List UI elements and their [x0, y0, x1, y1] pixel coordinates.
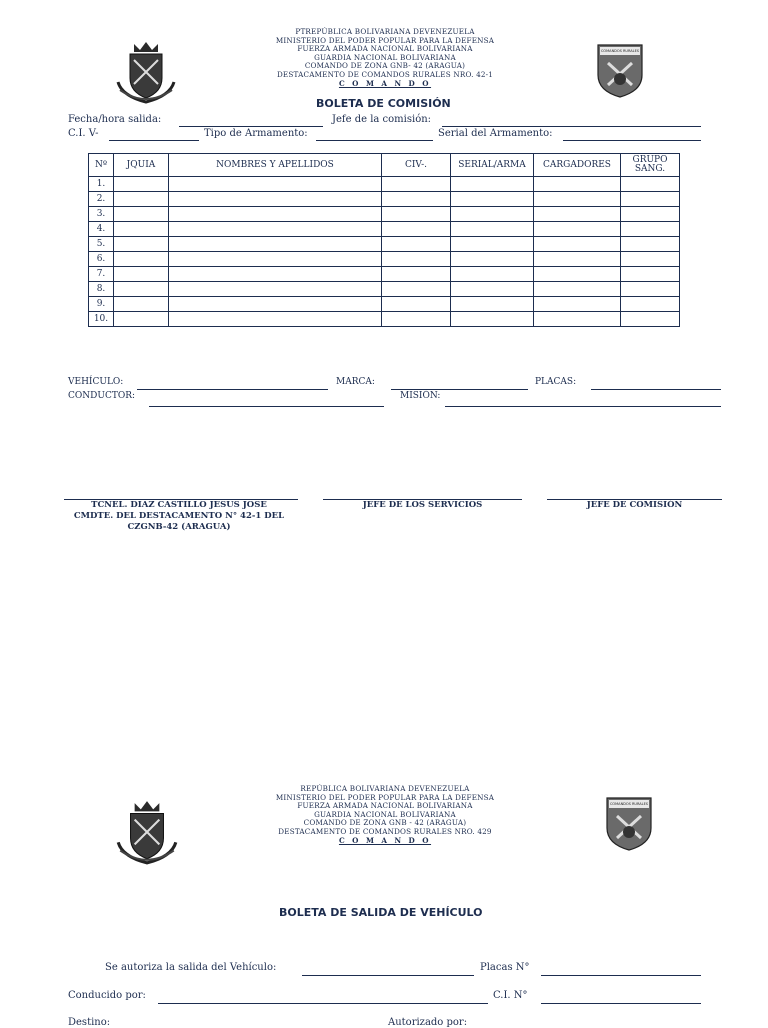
col-header: SERIAL/ARMA [451, 154, 534, 177]
row-number: 10. [89, 312, 114, 327]
national-seal-icon [112, 38, 180, 106]
col-header: Nº [89, 154, 114, 177]
serial-armamento-input-line[interactable] [563, 140, 701, 141]
table-cell[interactable] [169, 207, 382, 222]
table-cell[interactable] [169, 252, 382, 267]
table-cell[interactable] [114, 177, 169, 192]
header-line: DESTACAMENTO DE COMANDOS RURALES NRO. 429 [278, 826, 492, 836]
table-cell[interactable] [534, 297, 621, 312]
table-cell[interactable] [621, 207, 680, 222]
row-number: 4. [89, 222, 114, 237]
signature-commander: TCNEL. DIAZ CASTILLO JESUS JOSE CMDTE. DEL DESTACAMENTO N° 42-1 DEL CZGNB-42 (ARAGUA) [73, 500, 285, 532]
table-cell[interactable] [621, 177, 680, 192]
table-row [89, 252, 680, 267]
row-number: 1. [89, 177, 114, 192]
table-cell[interactable] [382, 312, 451, 327]
table-cell[interactable] [621, 192, 680, 207]
header-line: PTREPÚBLICA BOLIVARIANA DEVENEZUELA [295, 27, 475, 36]
signature-jefe-comision: JEFE DE COMISIÓN [586, 500, 683, 510]
header-line: DESTACAMENTO DE COMANDOS RURALES NRO. 42-1 [276, 69, 494, 79]
row-number: 9. [89, 297, 114, 312]
col-header: JQUIA [114, 154, 169, 177]
table-cell[interactable] [534, 207, 621, 222]
table-cell[interactable] [534, 282, 621, 297]
shield-text: COMANDOS RURALES [600, 49, 640, 53]
table-cell[interactable] [169, 267, 382, 282]
table-cell[interactable] [621, 237, 680, 252]
col-header: GRUPO SANG. [621, 154, 680, 177]
vehiculo-input-line[interactable] [302, 975, 474, 976]
mision-input-line[interactable] [445, 406, 721, 407]
table-cell[interactable] [451, 207, 534, 222]
table-cell[interactable] [114, 312, 169, 327]
table-cell[interactable] [169, 222, 382, 237]
table-cell[interactable] [534, 312, 621, 327]
row-number: 5. [89, 237, 114, 252]
table-cell[interactable] [451, 267, 534, 282]
table-cell[interactable] [621, 222, 680, 237]
table-row [89, 222, 680, 237]
col-header: CARGADORES [534, 154, 621, 177]
ci-input-line[interactable] [109, 140, 199, 141]
table-cell[interactable] [534, 252, 621, 267]
header-line: MINISTERIO DEL PODER POPULAR PARA LA DEFENSA [275, 792, 495, 802]
table-cell[interactable] [621, 312, 680, 327]
table-cell[interactable] [382, 207, 451, 222]
form2-title: BOLETA DE SALIDA DE VEHÍCULO [279, 906, 483, 919]
table-cell[interactable] [169, 177, 382, 192]
marca-input-line[interactable] [391, 389, 528, 390]
table-cell[interactable] [169, 312, 382, 327]
table-cell[interactable] [114, 252, 169, 267]
conductor-input-line[interactable] [149, 406, 384, 407]
shield-text: COMANDOS RURALES [609, 802, 649, 806]
table-cell[interactable] [114, 222, 169, 237]
table-cell[interactable] [451, 237, 534, 252]
table-cell[interactable] [621, 267, 680, 282]
table-cell[interactable] [382, 177, 451, 192]
table-cell[interactable] [621, 252, 680, 267]
table-cell[interactable] [534, 192, 621, 207]
ci-label: C.I. N° [493, 990, 528, 1001]
ci-input-line[interactable] [541, 1003, 701, 1004]
table-cell[interactable] [534, 237, 621, 252]
fecha-label: Fecha/hora salida: [68, 114, 162, 125]
table-row [89, 282, 680, 297]
header-line: GUARDIA NACIONAL BOLIVARIANA [314, 52, 456, 62]
vehiculo-label: VEHÍCULO: [68, 377, 124, 387]
header-line: FUERZA ARMADA NACIONAL BOLIVARIANA [297, 44, 473, 54]
col-header: CIV-. [382, 154, 451, 177]
header-line: COMANDO DE ZONA GNB - 42 (ARAGUA) [303, 818, 467, 828]
table-cell[interactable] [169, 192, 382, 207]
jefe-input-line[interactable] [442, 126, 701, 127]
marca-label: MARCA: [336, 377, 375, 387]
comando-label: C O M A N D O [338, 78, 432, 88]
table-cell[interactable] [451, 312, 534, 327]
table-cell[interactable] [382, 192, 451, 207]
table-cell[interactable] [114, 267, 169, 282]
mision-label: MISIÓN: [400, 391, 441, 401]
conductor-label: CONDUCTOR: [68, 391, 136, 401]
placas-label: PLACAS: [535, 377, 577, 387]
serial-armamento-label: Serial del Armamento: [438, 128, 553, 139]
col-header: NOMBRES Y APELLIDOS [169, 154, 382, 177]
table-cell[interactable] [114, 237, 169, 252]
comandos-rurales-shield-icon [605, 796, 653, 851]
table-row [89, 297, 680, 312]
placas-label: Placas N° [480, 962, 530, 973]
vehiculo-input-line[interactable] [137, 389, 328, 390]
comando-label: C O M A N D O [338, 835, 432, 845]
table-row [89, 207, 680, 222]
form1-header [240, 28, 530, 88]
table-cell[interactable] [169, 297, 382, 312]
personnel-table [88, 153, 680, 327]
header-line: GUARDIA NACIONAL BOLIVARIANA [314, 809, 456, 819]
autorizado-label: Autorizado por: [388, 1017, 468, 1028]
destino-label: Destino: [68, 1017, 111, 1028]
table-row [89, 267, 680, 282]
header-line: FUERZA ARMADA NACIONAL BOLIVARIANA [297, 801, 473, 811]
conducido-label: Conducido por: [68, 990, 146, 1001]
tipo-armamento-input-line[interactable] [316, 140, 433, 141]
header-line: MINISTERIO DEL PODER POPULAR PARA LA DEFENSA [275, 35, 495, 45]
national-seal-icon [112, 797, 182, 867]
tipo-armamento-label: Tipo de Armamento: [204, 128, 308, 139]
table-cell[interactable] [114, 207, 169, 222]
table-cell[interactable] [114, 282, 169, 297]
table-cell[interactable] [451, 297, 534, 312]
table-row [89, 177, 680, 192]
ci-label: C.I. V- [68, 128, 99, 139]
comandos-rurales-shield-icon [596, 43, 644, 98]
placas-input-line[interactable] [541, 975, 701, 976]
row-number: 8. [89, 282, 114, 297]
table-cell[interactable] [534, 177, 621, 192]
table-cell[interactable] [534, 222, 621, 237]
table-cell[interactable] [382, 297, 451, 312]
table-cell[interactable] [621, 297, 680, 312]
form2-header [240, 785, 530, 845]
form1-title: BOLETA DE COMISIÓN [316, 97, 451, 110]
conducido-input-line[interactable] [158, 1003, 488, 1004]
header-line: COMANDO DE ZONA GNB- 42 (ARAGUA) [304, 61, 466, 71]
table-cell[interactable] [451, 252, 534, 267]
table-cell[interactable] [169, 237, 382, 252]
row-number: 3. [89, 207, 114, 222]
table-cell[interactable] [114, 192, 169, 207]
table-cell[interactable] [114, 297, 169, 312]
row-number: 2. [89, 192, 114, 207]
placas-input-line[interactable] [591, 389, 721, 390]
table-cell[interactable] [451, 282, 534, 297]
table-cell[interactable] [382, 237, 451, 252]
fecha-input-line[interactable] [179, 126, 323, 127]
table-row [89, 312, 680, 327]
signature-jefe-servicios: JEFE DE LOS SERVICIOS [362, 500, 483, 510]
table-row [89, 192, 680, 207]
table-cell[interactable] [382, 267, 451, 282]
table-cell[interactable] [534, 267, 621, 282]
table-cell[interactable] [451, 177, 534, 192]
row-number: 7. [89, 267, 114, 282]
table-cell[interactable] [451, 222, 534, 237]
table-cell[interactable] [382, 222, 451, 237]
autoriza-label: Se autoriza la salida del Vehículo: [105, 962, 277, 973]
table-cell[interactable] [382, 252, 451, 267]
jefe-label: Jefe de la comisión: [332, 114, 432, 125]
table-cell[interactable] [621, 282, 680, 297]
table-cell[interactable] [382, 282, 451, 297]
table-row [89, 237, 680, 252]
table-cell[interactable] [451, 192, 534, 207]
row-number: 6. [89, 252, 114, 267]
table-cell[interactable] [169, 282, 382, 297]
header-line: REPÚBLICA BOLIVARIANA DEVENEZUELA [300, 784, 470, 793]
